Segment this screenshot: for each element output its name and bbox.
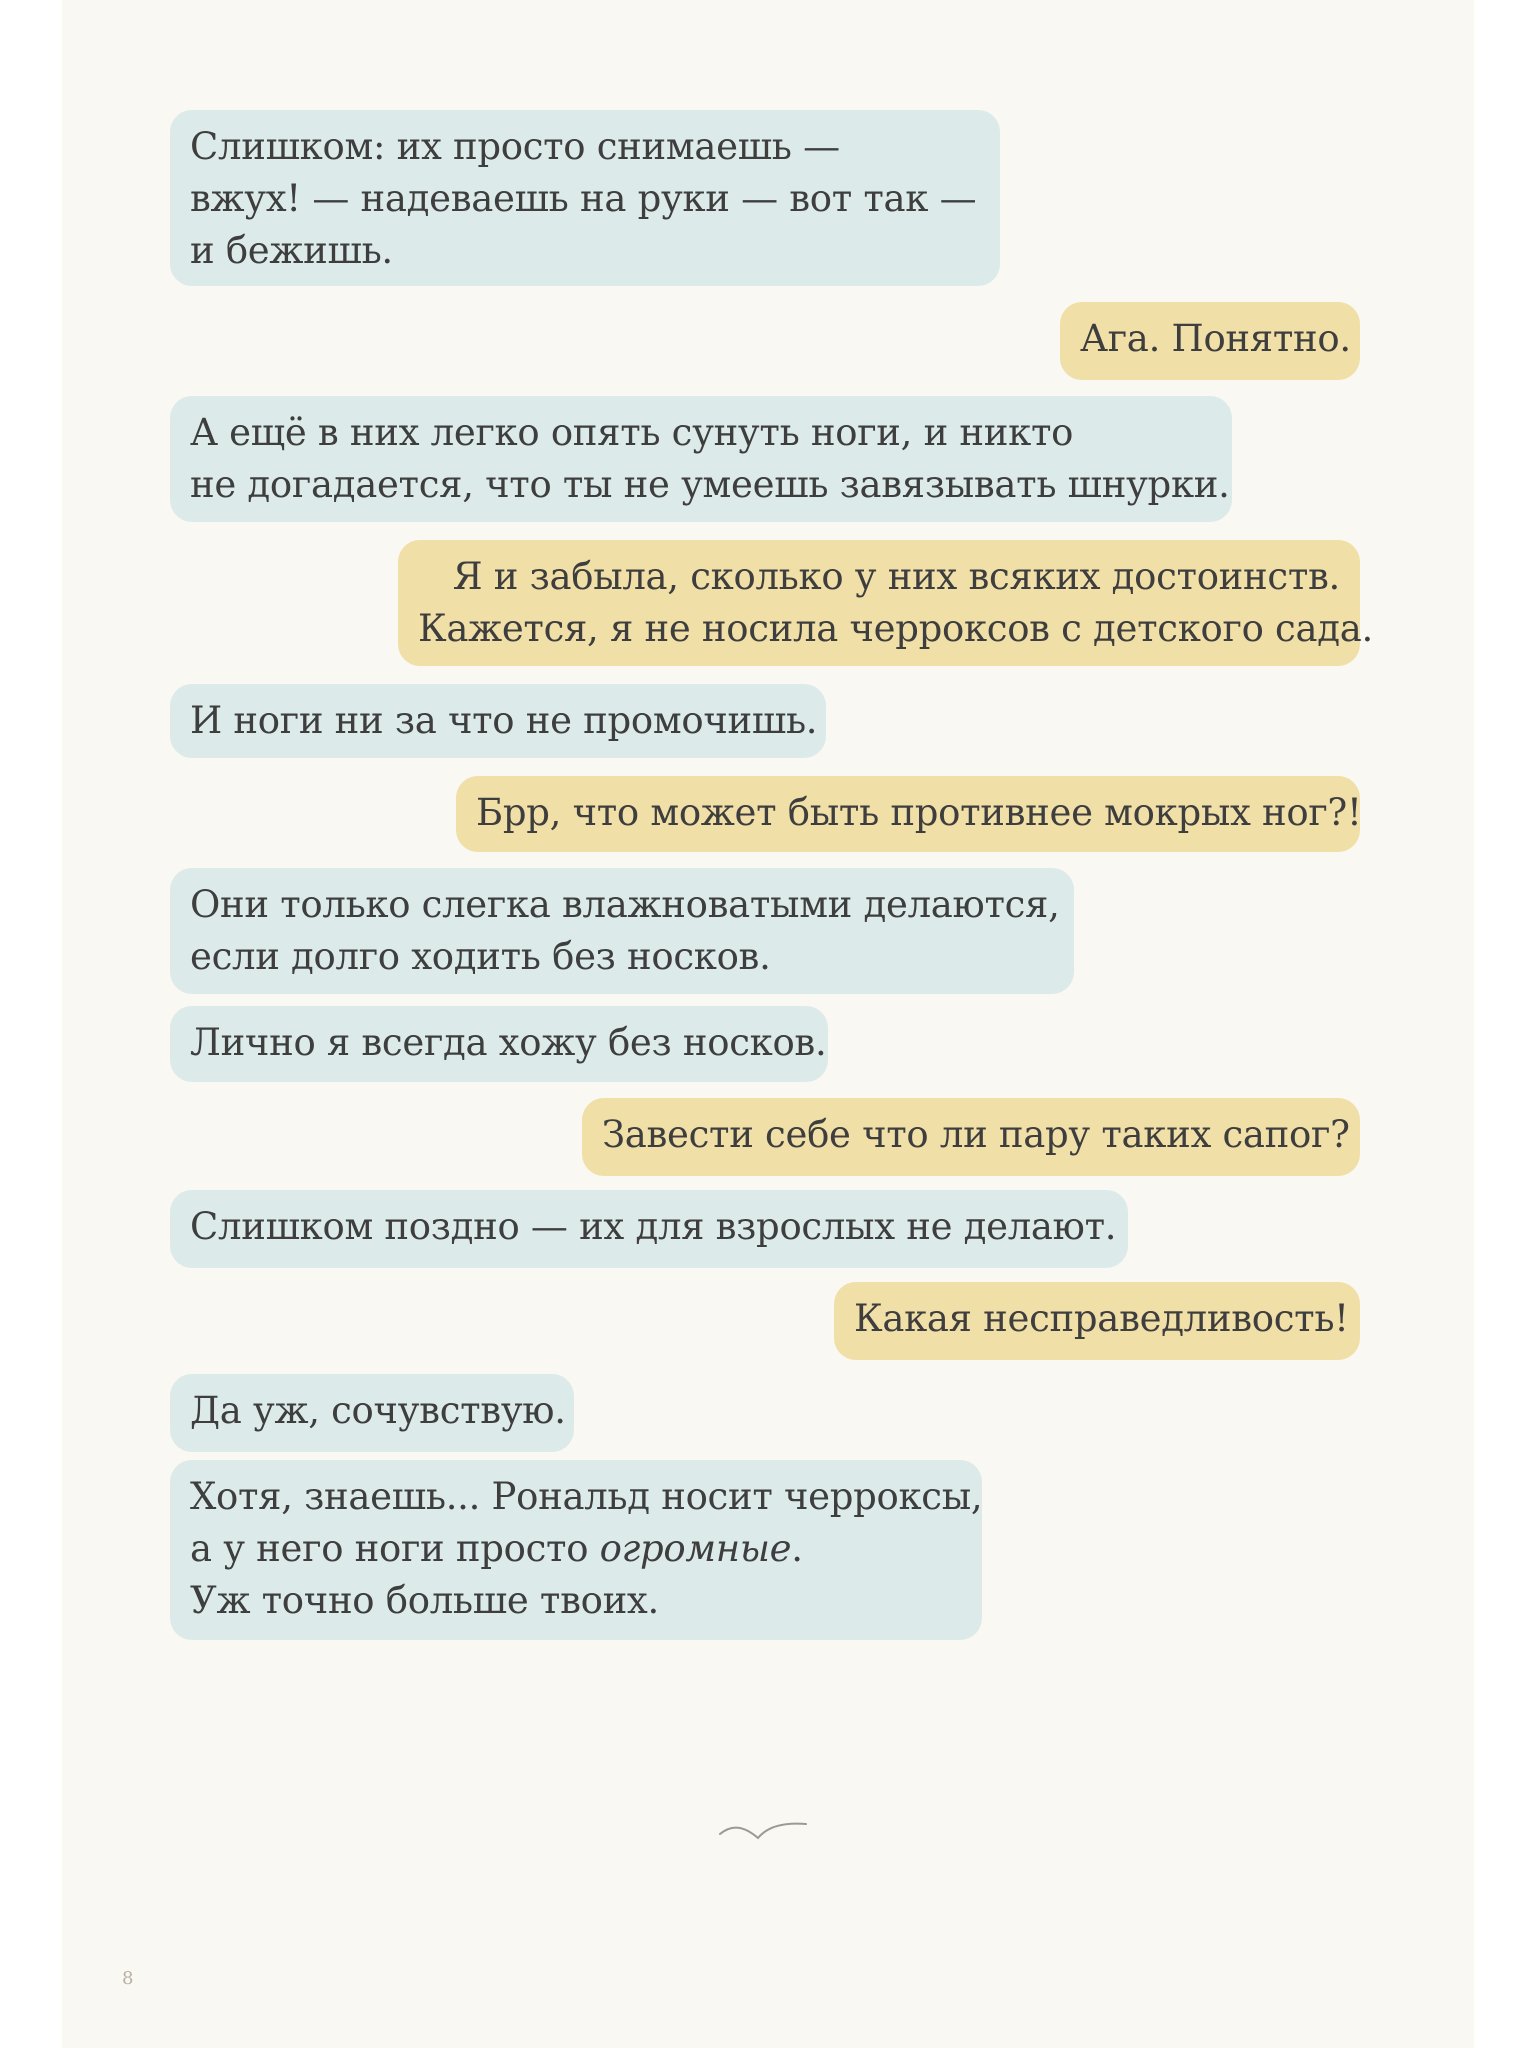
message-bubble-incoming [170, 1006, 828, 1082]
message-line: Ага. Понятно. [1080, 317, 1351, 360]
message-line: Я и забыла, сколько у них всяких достоинств. [452, 555, 1340, 598]
book-page [62, 0, 1474, 2048]
message-bubble-incoming [170, 868, 1074, 994]
message-bubble-incoming [170, 1374, 574, 1452]
message-line: Слишком: их просто снимаешь — [190, 125, 840, 168]
emphasis-text: огромные [599, 1527, 792, 1570]
message-line [190, 1523, 962, 1575]
line-start: а у него ноги просто [190, 1527, 600, 1570]
message-line: Кажется, я не носила черроксов с детского сада. [418, 607, 1373, 650]
message-bubble-outgoing [456, 776, 1360, 852]
message-line: Слишком поздно — их для взрослых не делают. [190, 1205, 1117, 1248]
message-bubble-incoming [170, 396, 1232, 522]
seagull-icon [718, 1812, 808, 1848]
message-line: Хотя, знаешь... Рональд носит черроксы, [190, 1475, 983, 1518]
message-line: Брр, что может быть противнее мокрых ног?! [476, 791, 1362, 834]
message-line: Они только слегка влажноватыми делаются, [190, 883, 1060, 926]
message-bubble-outgoing [1060, 302, 1360, 380]
message-line: И ноги ни за что не промочишь. [190, 699, 818, 742]
message-line: и бежишь. [190, 229, 393, 272]
message-line: Какая несправедливость! [854, 1297, 1349, 1340]
message-bubble-outgoing [582, 1098, 1360, 1176]
message-line: вжух! — надеваешь на руки — вот так — [190, 177, 977, 220]
message-line: Лично я всегда хожу без носков. [190, 1021, 827, 1064]
message-line: Да уж, сочувствую. [190, 1389, 566, 1432]
message-bubble-outgoing [398, 540, 1373, 666]
message-line: А ещё в них легко опять сунуть ноги, и никто [190, 411, 1074, 454]
message-line: Завести себе что ли пару таких сапог? [602, 1113, 1350, 1156]
message-bubble-incoming [170, 684, 826, 758]
page-number: 8 [122, 1968, 134, 1989]
message-bubble-outgoing [834, 1282, 1360, 1360]
message-line: Уж точно больше твоих. [190, 1579, 659, 1622]
message-bubble-incoming [170, 110, 1000, 286]
line-end: . [791, 1527, 803, 1570]
message-line: если долго ходить без носков. [190, 935, 771, 978]
message-bubble-incoming [170, 1460, 982, 1640]
message-line: не догадается, что ты не умеешь завязывать шнурки. [190, 463, 1230, 506]
message-bubble-incoming [170, 1190, 1128, 1268]
